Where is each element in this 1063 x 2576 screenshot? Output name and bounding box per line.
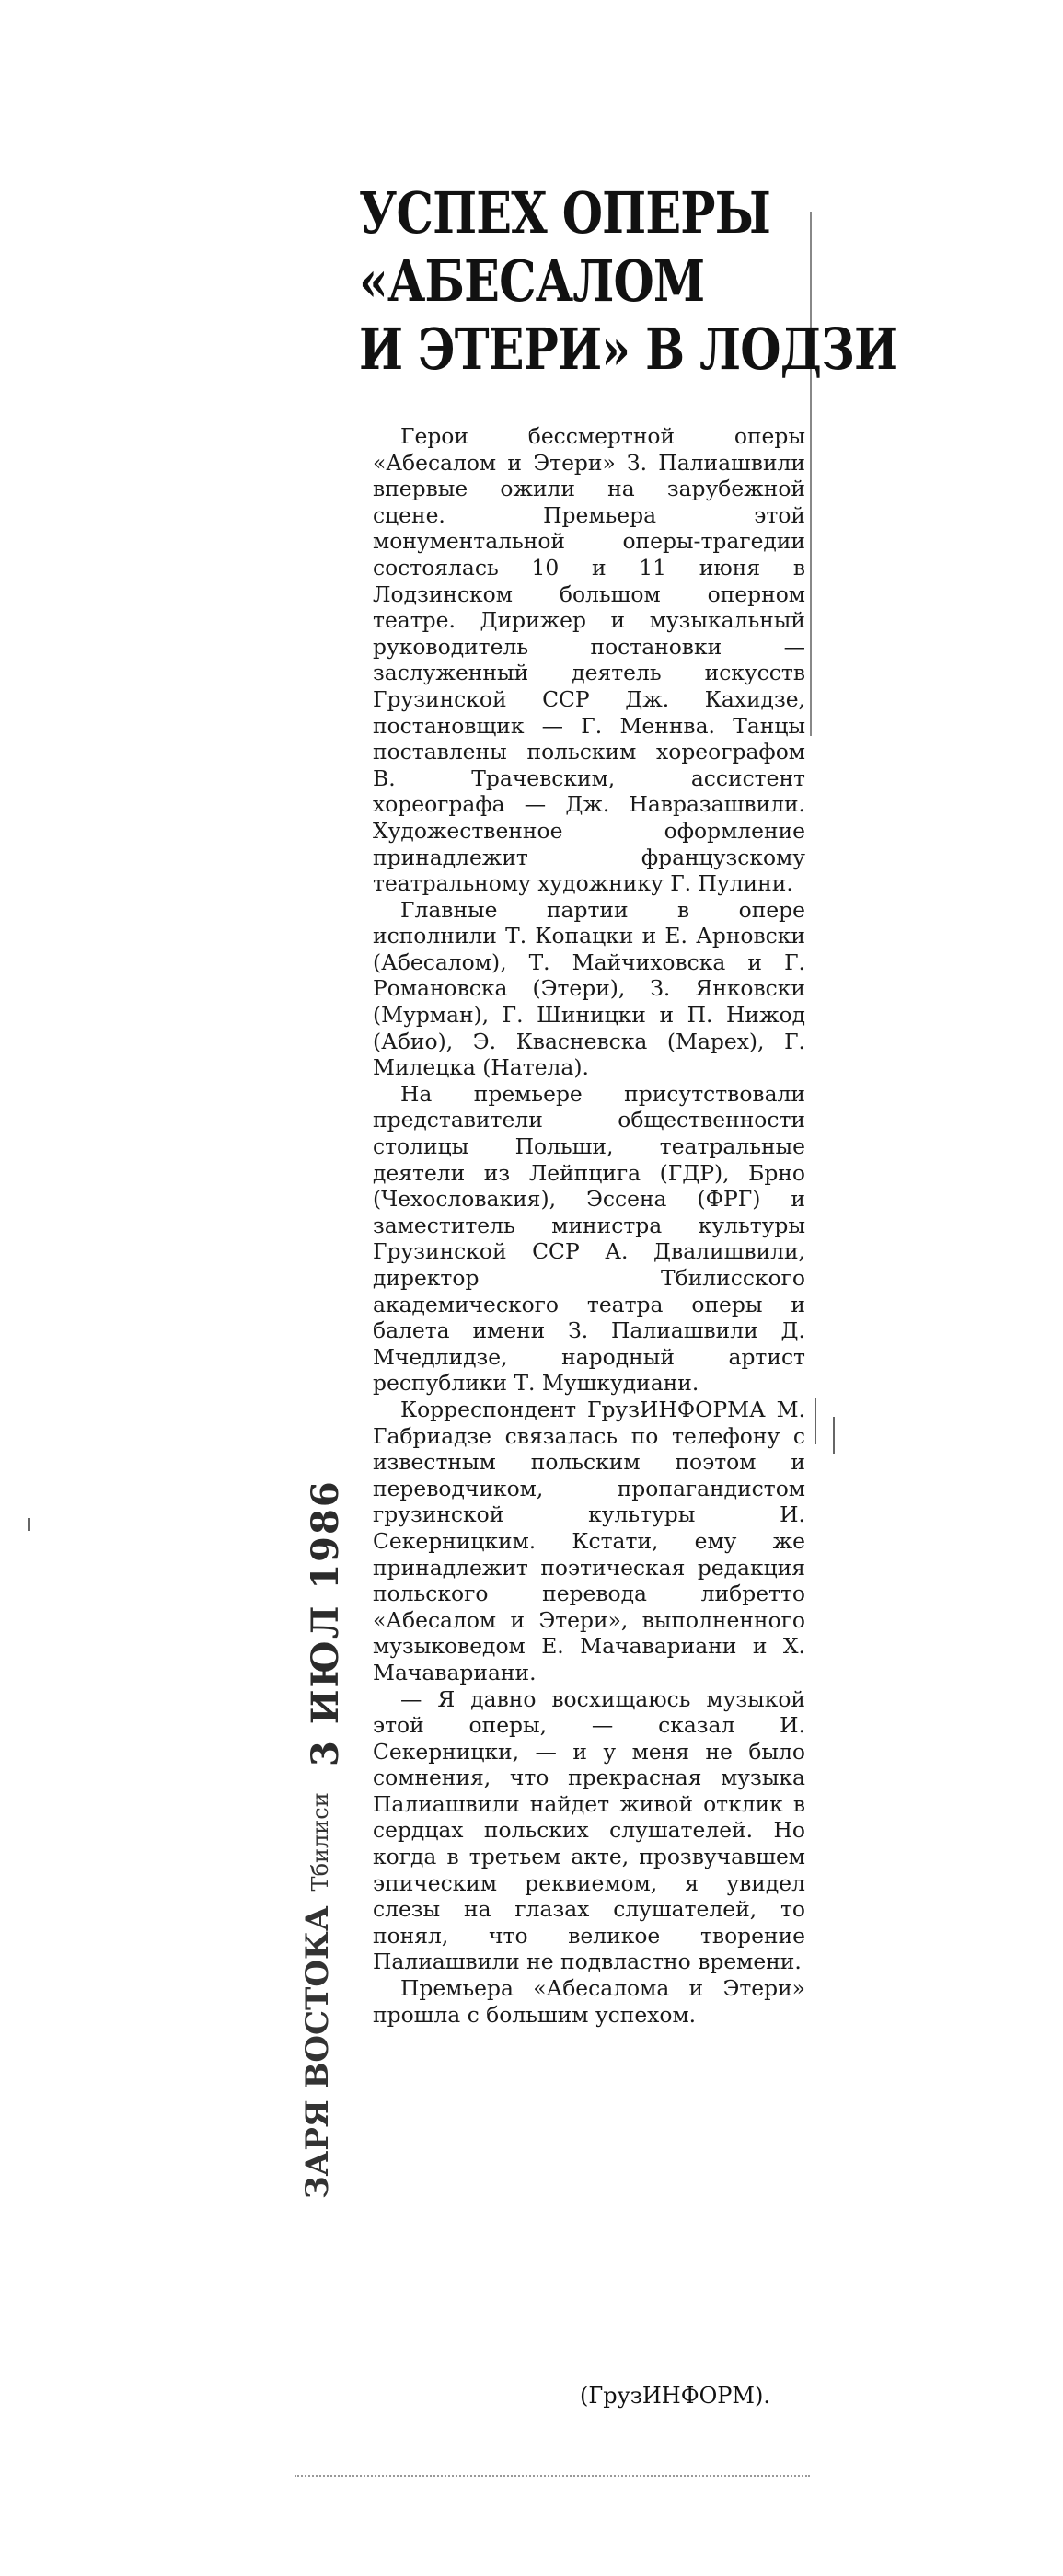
headline [359, 179, 898, 384]
paragraph-5: — Я давно восхищаюсь музыкой этой оперы, — сказал И. Секерницки, — и у меня не было сомнения, что прекрасная музыка Палиашвили найдет живой отклик в сердцах польских слушателей. Но когда в третьем акте, прозвучавшем эпическим реквиемом, я увидел слезы на глазах слушателей, то понял, что великое творение Палиашвили не подвластно времени. [373, 1685, 805, 1975]
scan-speck [815, 1398, 816, 1444]
scan-speck [28, 1518, 30, 1531]
paragraph-4: Корреспондент ГрузИНФОРМА М. Габриадзе связалась по телефону с известным польским поэтом и переводчиком, пропагандистом грузинской культуры И. Секерницким. Кстати, ему же принадлежит поэтическая редакция польского перевода либретто «Абесалом и Этери», выполненного музыковедом Е. Мачавариани и Х. Мачавариани. [373, 1396, 805, 1685]
news-clipping [359, 179, 898, 384]
newspaper-city: Тбилиси [307, 1792, 333, 1892]
agency-signature: (ГрузИНФОРМ). [580, 2383, 770, 2409]
paragraph-2: Главные партии в опере исполнили Т. Копацки и Е. Арновски (Абесалом), Т. Майчиховска и Г. Романовска (Этери), З. Янковски (Мурман), Г. Шиницки и П. Нижод (Абио), Э. Квасневска (Марех), Г. Милецка (Натела). [373, 896, 805, 1081]
newspaper-name: ЗАРЯ ВОСТОКА [299, 1905, 336, 2199]
headline-line-3: И ЭТЕРИ» В ЛОДЗИ [359, 316, 898, 383]
article-body [373, 423, 805, 2028]
headline-line-2: «АБЕСАЛОМ [359, 247, 705, 315]
newspaper-stamp [299, 1792, 336, 2199]
headline-line-1: УСПЕХ ОПЕРЫ [359, 179, 770, 247]
paragraph-6: Премьера «Абесалома и Этери» прошла с большим успехом. [373, 1975, 805, 2028]
bottom-dotted-rule [295, 2475, 810, 2477]
scan-speck [833, 1417, 835, 1454]
date-stamp: 3 ИЮЛ 1986 [304, 1479, 347, 1766]
paragraph-1: Герои бессмертной оперы «Абесалом и Этери» З. Палиашвили впервые ожили на зарубежной сцене. Премьера этой монументальной оперы-трагедии состоялась 10 и 11 июня в Лодзинском большом оперном театре. Дирижер и музыкальный руководитель постановки — заслуженный деятель искусств Грузинской ССР Дж. Кахидзе, постановщик — Г. Меннва. Танцы поставлены польским хореографом В. Трачевским, ассистент хореографа — Дж. Навразашвили. Художественное оформление принадлежит французскому театральному художнику Г. Пулини. [373, 423, 805, 897]
paragraph-3: На премьере присутствовали представители общественности столицы Польши, театральные деятели из Лейпцига (ГДР), Брно (Чехословакия), Эссена (ФРГ) и заместитель министра культуры Грузинской ССР А. Двалишвили, директор Тбилисского академического театра оперы и балета имени З. Палиашвили Д. Мчедлидзе, народный артист республики Т. Мушкудиани. [373, 1080, 805, 1397]
